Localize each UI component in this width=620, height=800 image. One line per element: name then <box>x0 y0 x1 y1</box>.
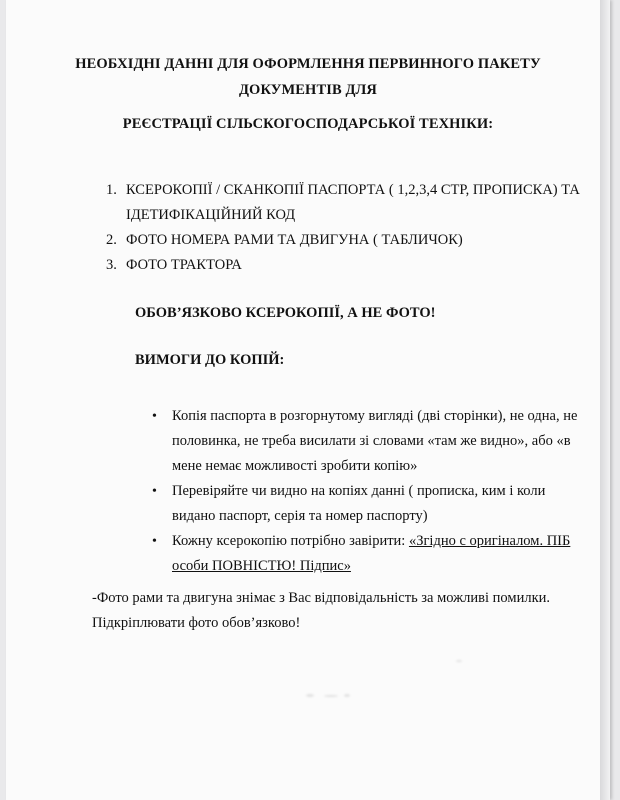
list-item <box>150 529 590 579</box>
bullet-icon: • <box>152 534 157 549</box>
list-item <box>150 404 590 479</box>
scan-smudge <box>456 660 462 662</box>
emphasis-line: ОБОВ’ЯЗКОВО КСЕРОКОПІЇ, А НЕ ФОТО! <box>135 305 436 321</box>
document-list <box>106 178 586 278</box>
page-edge <box>600 0 610 800</box>
list-item <box>106 178 586 228</box>
document-page <box>6 0 610 800</box>
list-number: 1. <box>106 182 117 198</box>
list-number: 2. <box>106 232 117 248</box>
heading-line-1: НЕОБХІДНІ ДАННІ ДЛЯ ОФОРМЛЕННЯ ПЕРВИННОГО ПАКЕТУ <box>75 56 541 72</box>
list-item-text: КСЕРОКОПІЇ / СКАНКОПІЇ ПАСПОРТА ( 1,2,3,4 СТР, ПРОПИСКА) ТА ІДЕТИФІКАЦІЙНИЙ КОД <box>126 182 580 223</box>
scan-smudge <box>324 695 338 697</box>
requirement-text: Кожну ксерокопію потрібно завірити: <box>172 533 409 549</box>
list-item <box>106 253 586 278</box>
certification-phrase: «Згідно с оригіналом. ПІБ особи ПОВНІСТЮ! Підпис» <box>172 533 571 574</box>
heading-line-3: РЕЄСТРАЦІЇ СІЛЬСКОГОСПОДАРСЬКОЇ ТЕХНІКИ: <box>122 116 494 132</box>
list-item-text: ФОТО НОМЕРА РАМИ ТА ДВИГУНА ( ТАБЛИЧОК) <box>126 232 463 248</box>
scan-smudge <box>306 694 314 697</box>
requirement-text: Перевіряйте чи видно на копіях данні ( прописка, ким і коли видано паспорт, серія та номер паспорту) <box>172 483 546 524</box>
scan-smudge <box>344 694 350 697</box>
bullet-icon: • <box>152 409 157 424</box>
list-item-text: ФОТО ТРАКТОРА <box>126 257 242 273</box>
requirement-text: Копія паспорта в розгорнутому вигляді (дві сторінки), не одна, не половинка, не треба висилати зі словами «там же видно», або «в мене немає можливості зробити копію» <box>172 408 578 474</box>
requirements-list <box>150 404 590 579</box>
note-line-1: -Фото рами та двигуна знімає з Вас відповідальність за можливі помилки. <box>92 590 551 606</box>
heading-line-2: ДОКУМЕНТІВ ДЛЯ <box>238 82 378 98</box>
footer-note <box>92 586 592 636</box>
list-item <box>106 228 586 253</box>
list-number: 3. <box>106 257 117 273</box>
bullet-icon: • <box>152 484 157 499</box>
note-line-2: Підкріплювати фото обов’язково! <box>92 615 301 631</box>
list-item <box>150 479 590 529</box>
requirements-heading: ВИМОГИ ДО КОПІЙ: <box>135 352 285 368</box>
